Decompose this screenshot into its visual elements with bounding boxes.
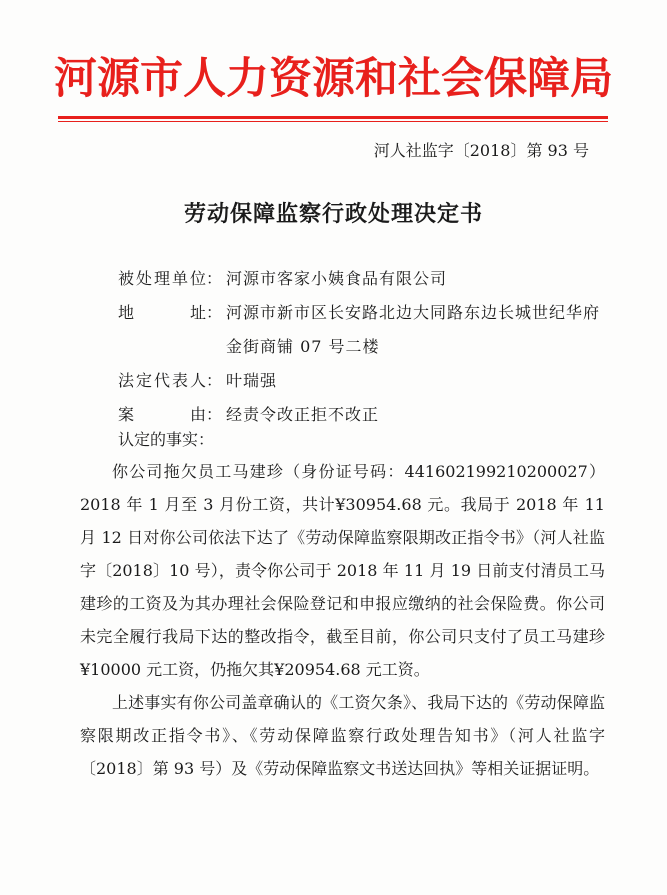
facts-paragraph-1: 你公司拖欠员工马建珍（身份证号码：441602199210200027）2018 年 1 月至 3 月份工资，共计¥30954.68 元。我局于 2018 年 11 月 12 日对你公司依法下达了《劳动保障监察限期改正指令书》（河人社监字〔2018〕10 号），责令你公司于 2018 年 11 月 19 日前支付清员工马建珍的工资及为其办理社会保险登记和申报应缴纳的社会保险费。你公司未完全履行我局下达的整改指令，截至目前，你公司只支付了员工马建珍¥10000 元工资，仍拖欠其¥20954.68 元工资。 (80, 462, 605, 679)
info-row-address (118, 296, 613, 364)
info-row-unit (118, 262, 613, 296)
unit-value: 河源市客家小姨食品有限公司 (226, 269, 448, 288)
address-label: 地址 (118, 303, 206, 322)
header-red-rule-thin (58, 121, 608, 122)
facts-paragraph-2: 上述事实有你公司盖章确认的《工资欠条》、我局下达的《劳动保障监察限期改正指令书》、《劳动保障监察行政处理告知书》（河人社监字〔2018〕第 93 号）及《劳动保障监察文书送达回执》等相关证据证明。 (80, 693, 605, 778)
case-label: 案由 (118, 405, 206, 424)
address-value: 河源市新市区长安路北边大同路东边长城世纪华府金街商铺 07 号二楼 (226, 303, 601, 356)
facts-heading: 认定的事实： (118, 430, 215, 449)
colon: ： (206, 269, 223, 288)
representative-label: 法定代表人 (118, 371, 206, 390)
colon: ： (206, 405, 223, 424)
info-row-representative (118, 364, 613, 398)
issuing-authority-header: 河源市人力资源和社会保障局 (54, 54, 613, 104)
document-number: 河人社监字〔2018〕第 93 号 (373, 141, 589, 160)
case-value: 经责令改正拒不改正 (226, 405, 380, 424)
representative-value: 叶瑞强 (226, 371, 278, 390)
party-info-block (118, 262, 613, 432)
unit-label: 被处理单位 (118, 269, 206, 288)
colon: ： (206, 371, 223, 390)
facts-body (80, 455, 605, 785)
header-red-rule-thick (58, 116, 608, 119)
colon: ： (206, 303, 223, 322)
document-title: 劳动保障监察行政处理决定书 (183, 201, 483, 227)
